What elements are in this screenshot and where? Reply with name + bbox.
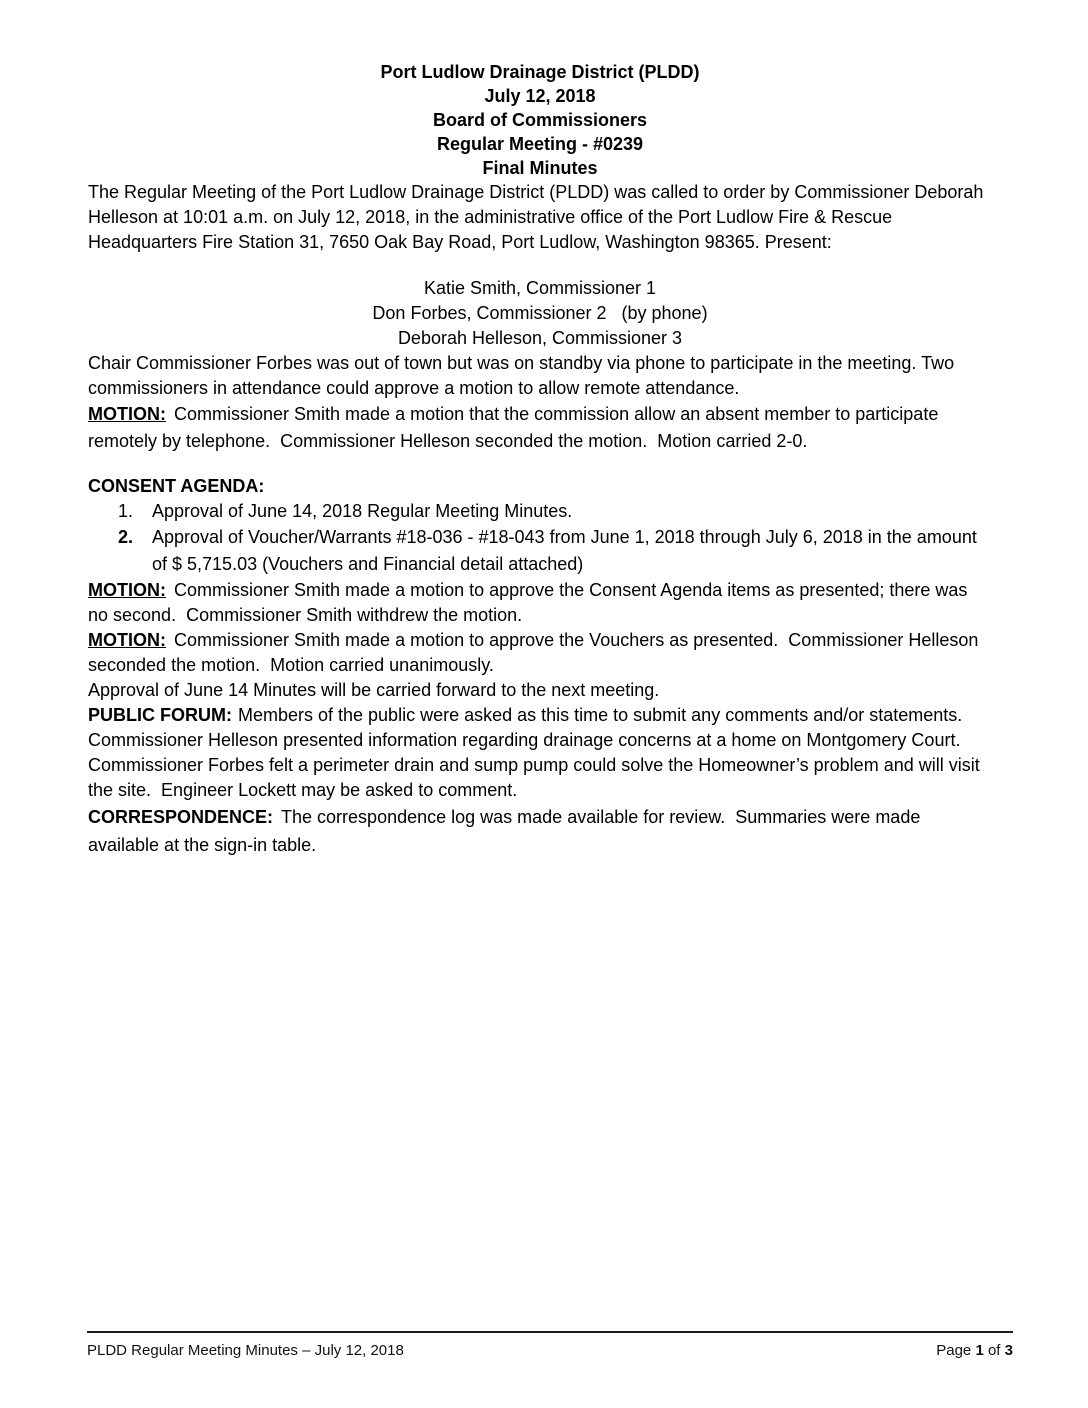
remote-attendance-paragraph: Chair Commissioner Forbes was out of town but was on standby via phone to participate in the meeting. Two commissioners in attendance could approve a motion to allow remote attendance.	[88, 353, 960, 398]
list-item-number: 2.	[118, 527, 134, 547]
document-content	[88, 60, 992, 859]
public-forum-text: Members of the public were asked as this time to submit any comments and/or statements. Commissioner Helleson presented information regarding drainage concerns at a home on Montgomery Court. Commissioner Forbes felt a perimeter drain and sump pump could solve the Homeowner’s problem and will visit the site. Engineer Lockett may be asked to comment.	[88, 705, 985, 800]
consent-agenda-list	[88, 499, 992, 578]
correspondence-paragraph	[88, 803, 992, 859]
list-item-number: 1.	[118, 501, 134, 521]
motion-text: Commissioner Smith made a motion that the commission allow an absent member to participate remotely by telephone. Commissioner Helleson seconded the motion. Motion carried 2-0.	[88, 404, 944, 451]
footer-document-title: PLDD Regular Meeting Minutes – July 12, 2018	[87, 1342, 404, 1359]
motion-paragraph-vouchers	[88, 628, 992, 678]
attendee-commissioner-3: Deborah Helleson, Commissioner 3	[397, 328, 683, 348]
attendee-commissioner-2: Don Forbes, Commissioner 2 (by phone)	[372, 303, 708, 323]
title-board-name: Board of Commissioners	[432, 110, 648, 130]
list-item-text: Approval of Voucher/Warrants #18-036 - #18-043 from June 1, 2018 through July 6, 2018 in the amount of $ 5,715.03 (Vouchers and Financial detail attached)	[152, 527, 982, 574]
list-item	[88, 499, 992, 524]
title-block	[88, 60, 992, 180]
footer-of-word: of	[987, 1342, 1001, 1359]
title-meeting-date: July 12, 2018	[484, 86, 596, 106]
motion-label: MOTION:	[88, 630, 166, 650]
title-district-name: Port Ludlow Drainage District (PLDD)	[380, 62, 700, 82]
correspondence-label: CORRESPONDENCE:	[88, 807, 274, 827]
footer-page-number: 1	[975, 1342, 984, 1359]
motion-paragraph-consent-agenda	[88, 578, 992, 628]
motion-label: MOTION:	[88, 404, 166, 424]
public-forum-label: PUBLIC FORUM:	[88, 705, 232, 725]
list-item-text: Approval of June 14, 2018 Regular Meeting Minutes.	[152, 501, 573, 521]
footer-page-word: Page	[936, 1342, 972, 1359]
attendee-commissioner-1: Katie Smith, Commissioner 1	[423, 278, 657, 298]
motion-paragraph-remote-participation	[88, 401, 992, 455]
public-forum-paragraph	[88, 703, 992, 803]
correspondence-text: The correspondence log was made available for review. Summaries were made available at the sign-in table.	[88, 807, 926, 855]
motion-text: Commissioner Smith made a motion to approve the Consent Agenda items as presented; there was no second. Commissioner Smith withdrew the motion.	[88, 580, 973, 625]
motion-text: Commissioner Smith made a motion to approve the Vouchers as presented. Commissioner Helleson seconded the motion. Motion carried unanimously.	[88, 630, 984, 675]
title-meeting-number: Regular Meeting - #0239	[436, 134, 644, 154]
title-minutes-status: Final Minutes	[482, 158, 598, 178]
consent-agenda-section	[88, 474, 992, 578]
carry-forward-paragraph: Approval of June 14 Minutes will be carried forward to the next meeting.	[88, 680, 660, 700]
attendee-list	[88, 276, 992, 351]
consent-agenda-heading: CONSENT AGENDA:	[88, 476, 265, 496]
footer-page-indicator	[936, 1342, 1013, 1359]
motion-label: MOTION:	[88, 580, 166, 600]
list-item	[88, 524, 992, 578]
footer-page-total: 3	[1004, 1342, 1013, 1359]
intro-paragraph: The Regular Meeting of the Port Ludlow Drainage District (PLDD) was called to order by Commissioner Deborah Helleson at 10:01 a.m. on July 12, 2018, in the administrative office of the Port Ludlow Fire & Rescue Headquarters Fire Station 31, 7650 Oak Bay Road, Port Ludlow, Washington 98365. Present:	[88, 182, 989, 252]
page-footer	[87, 1331, 1013, 1359]
